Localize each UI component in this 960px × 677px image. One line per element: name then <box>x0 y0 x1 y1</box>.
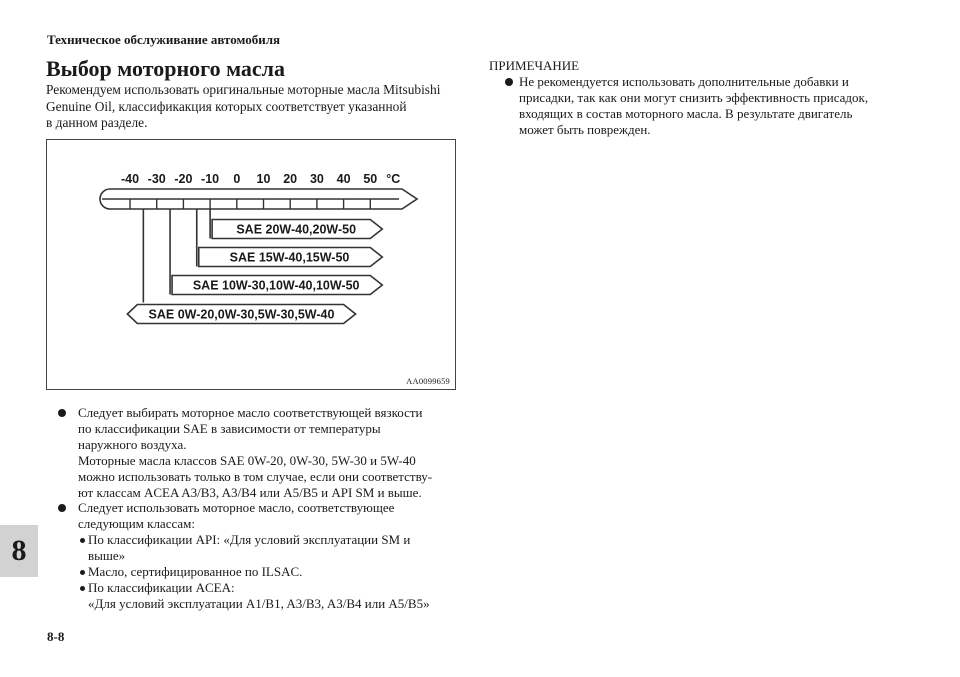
grade-label: SAE 15W-40,15W-50 <box>229 250 350 265</box>
sub-item-text: «Для условий эксплуатации A1/B1, A3/B3, A3/B4 или A5/B5» <box>88 595 430 611</box>
list-item-text: по классификации SAE в зависимости от температуры <box>78 420 381 436</box>
tick-label: 0 <box>233 172 241 186</box>
figure-code: AA0099659 <box>406 376 450 386</box>
sub-item-text: выше» <box>88 548 126 564</box>
grade-label: SAE 0W-20,0W-30,5W-30,5W-40 <box>148 307 335 322</box>
sub-bullet-icon <box>80 570 85 575</box>
intro-line: Genuine Oil, классификакция которых соответствует указанной <box>46 98 407 114</box>
oil-viscosity-figure <box>46 139 456 390</box>
tick-label: 20 <box>283 172 298 186</box>
list-item-text: можно использовать только в том случае, если они соответству- <box>78 468 433 484</box>
intro-line: в данном разделе. <box>46 115 148 130</box>
note-text: присадки, так как они могут снизить эффективность присадок, <box>519 90 869 105</box>
bullet-dot-icon <box>58 504 66 512</box>
sub-item-text: Масло, сертифицированное по ILSAC. <box>88 564 303 580</box>
list-item-text: Моторные масла классов SAE 0W-20, 0W-30, 5W-30 и 5W-40 <box>78 452 416 468</box>
list-item-text: Следует использовать моторное масло, соответствующее <box>78 500 395 516</box>
unit-label: °C <box>386 172 401 186</box>
note-text: входящих в состав моторного масла. В результате двигатель <box>519 106 853 121</box>
recommendation-list <box>56 405 466 612</box>
sub-list-item <box>56 532 466 564</box>
running-header: Техническое обслуживание автомобиля <box>47 32 281 47</box>
sub-item-text: По классификации ACEA: <box>88 579 235 595</box>
list-item-text: Следует выбирать моторное масло соответствующей вязкости <box>78 405 423 420</box>
sub-item-text: По классификации API: «Для условий эксплуатации SM и <box>88 532 411 548</box>
tick-label: -20 <box>174 172 193 186</box>
tick-label: -30 <box>147 172 166 186</box>
sub-list-item <box>56 580 466 612</box>
intro-paragraph <box>46 82 461 132</box>
sub-bullet-icon <box>80 538 85 543</box>
list-item-text: следующим классам: <box>78 516 196 532</box>
section-title: Выбор моторного масла <box>46 56 286 81</box>
list-item-text: наружного воздуха. <box>78 436 187 452</box>
tick-label: 10 <box>256 172 271 186</box>
note-title: ПРИМЕЧАНИЕ <box>489 58 580 73</box>
tick-label: 40 <box>336 172 351 186</box>
note-block <box>489 58 909 138</box>
bullet-dot-icon <box>58 409 66 417</box>
sub-list-item <box>56 564 466 580</box>
page-number: 8-8 <box>47 629 65 644</box>
bullet-dot-icon <box>505 78 513 86</box>
viscosity-temperature-chart <box>47 140 455 389</box>
note-text: может быть поврежден. <box>519 122 651 137</box>
chapter-tab <box>0 525 38 577</box>
tick-label: 50 <box>363 172 378 186</box>
list-item <box>56 405 466 500</box>
grade-label: SAE 10W-30,10W-40,10W-50 <box>192 278 360 293</box>
note-text: Не рекомендуется использовать дополнительные добавки и <box>519 74 849 89</box>
list-item-text: ют классам ACEA A3/B3, A3/B4 или A5/B5 и API SM и выше. <box>78 484 422 500</box>
tick-label: -40 <box>120 172 140 186</box>
note-item <box>489 74 909 138</box>
tick-label: -10 <box>201 172 220 186</box>
section-intro <box>46 56 461 132</box>
tick-label: 30 <box>309 172 324 186</box>
grade-label: SAE 20W-40,20W-50 <box>236 222 357 237</box>
chapter-number: 8 <box>11 534 27 567</box>
intro-line: Рекомендуем использовать оригинальные моторные масла Mitsubishi <box>46 82 441 97</box>
list-item <box>56 500 466 532</box>
sub-bullet-icon <box>80 586 85 591</box>
